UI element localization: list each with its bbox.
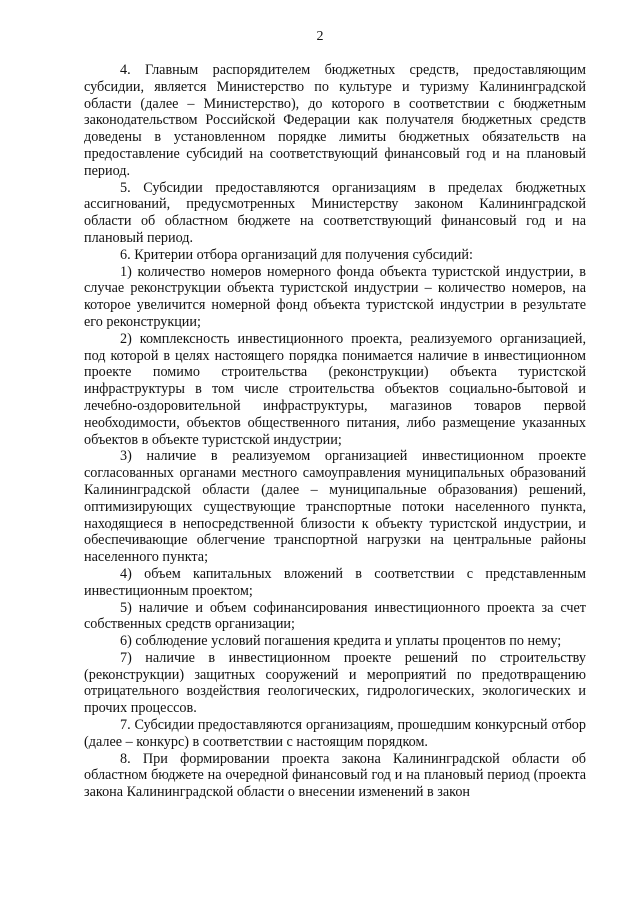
document-body [84,62,586,801]
criterion-6: 6) соблюдение условий погашения кредита и уплаты процентов по нему; [120,633,562,650]
criterion-3: 3) наличие в реализуемом организацией инвестиционном проекте согласованных органами местного самоуправления муниципальных образований Калининградской области (далее – муниципальные образования) решений, оптимизирующих существующие транспортные потоки населенного пункта, находящиеся в непосредственной близости к объекту туристской индустрии, и обеспечивающие облегчение транспортной нагрузки на центральные районы населенного пункта; [84,448,586,566]
paragraph-5: 5. Субсидии предоставляются организациям в пределах бюджетных ассигнований, предусмотренных Министерству законом Калининградской области об областном бюджете на соответствующий финансовый год и на плановый период. [84,179,586,246]
paragraph-4: 4. Главным распорядителем бюджетных средств, предоставляющим субсидии, является Министерство по культуре и туризму Калининградской области (далее – Министерство), до которого в соответствии с бюджетным законодательством Российской Федерации как получателя бюджетных средств доведены в установленном порядке лимиты бюджетных обязательств на предоставление субсидий на соответствующий финансовый год и на плановый период. [84,62,586,179]
criterion-1: 1) количество номеров номерного фонда объекта туристской индустрии, в случае реконструкции объекта туристской индустрии – количество номеров, на которое увеличится номерной фонд объекта туристской индустрии в результате его реконструкции; [84,263,586,330]
paragraph-7: 7. Субсидии предоставляются организациям, прошедшим конкурсный отбор (далее – конкурс) в соответствии с настоящим порядком. [84,717,586,750]
criterion-5: 5) наличие и объем софинансирования инвестиционного проекта за счет собственных средств организации; [84,599,586,633]
criterion-7: 7) наличие в инвестиционном проекте решений по строительству (реконструкции) защитных сооружений и мероприятий по предотвращению отрицательного воздействия геологических, гидрологических, экологических и прочих процессов. [84,649,586,717]
page-number: 2 [316,29,324,44]
paragraph-8: 8. При формировании проекта закона Калининградской области об областном бюджете на очередной финансовый год и на плановый период (проекта закона Калининградской области о внесении изменений в закон [84,750,586,801]
paragraph-6: 6. Критерии отбора организаций для получения субсидий: [120,246,473,263]
criterion-4: 4) объем капитальных вложений в соответствии с представленным инвестиционным проектом; [84,565,586,599]
criterion-2: 2) комплексность инвестиционного проекта, реализуемого организацией, под которой в целях настоящего порядка понимается наличие в инвестиционном проекте помимо строительства (реконструкции) объекта туристской инфраструктуры в том числе строительства объектов социально-бытовой и лечебно-оздоровительной инфраструктуры, магазинов товаров первой необходимости, объектов общественного питания, либо размещение указанных объектов в объекте туристской индустрии; [84,330,586,448]
